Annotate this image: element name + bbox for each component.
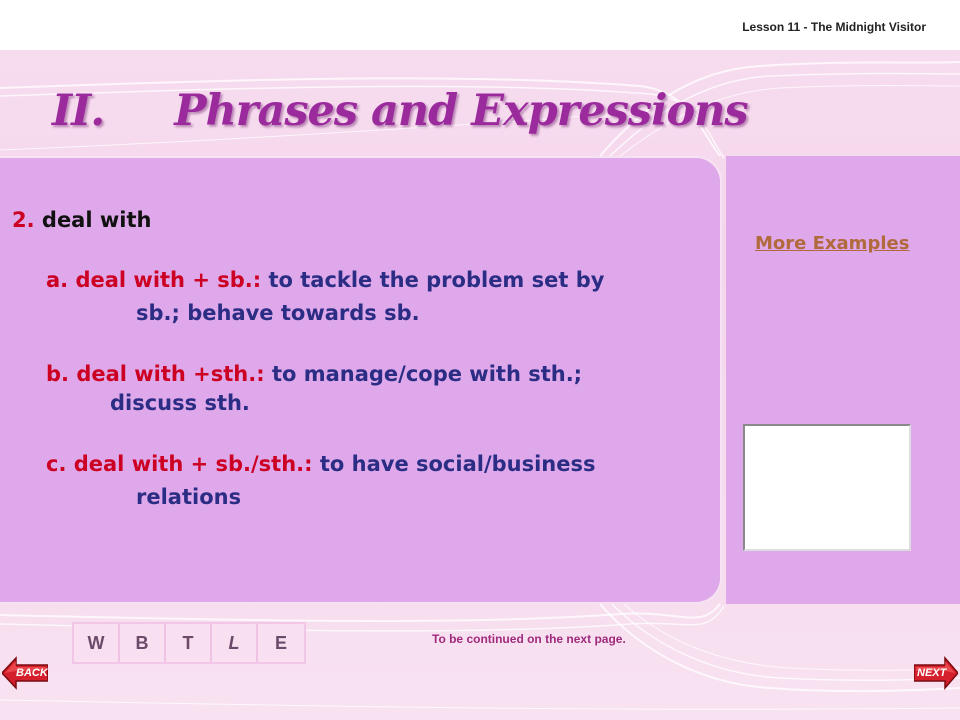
back-button[interactable]	[2, 656, 48, 690]
next-label: NEXT	[917, 667, 947, 679]
definition-a-line2: sb.; behave towards sb.	[136, 301, 420, 325]
next-button[interactable]	[914, 656, 958, 690]
definition-c-text: to have social/business	[319, 452, 596, 476]
nav-tab-t[interactable]: T	[166, 624, 212, 662]
item-phrase: deal with	[41, 208, 152, 232]
definition-b-line1	[46, 362, 582, 386]
back-label: BACK	[16, 667, 48, 679]
heading-number: II.	[52, 86, 105, 136]
definition-c-line1	[46, 452, 595, 476]
definition-a-text: to tackle the problem set by	[268, 268, 605, 292]
nav-tab-w[interactable]: W	[74, 624, 120, 662]
nav-tab-l[interactable]: L	[212, 624, 258, 662]
slide-heading	[52, 86, 748, 136]
nav-tab-e[interactable]: E	[274, 632, 287, 653]
definition-c-line2: relations	[136, 485, 242, 509]
continued-note: To be continued on the next page.	[432, 632, 626, 646]
item-title	[12, 208, 151, 232]
heading-text: Phrases and Expressions	[174, 86, 748, 136]
more-examples-link[interactable]: More Examples	[755, 233, 910, 254]
definition-c-label: c. deal with + sb./sth.:	[46, 452, 313, 476]
section-nav	[72, 622, 306, 664]
definition-a-line1	[46, 268, 604, 292]
nav-tab-b[interactable]: B	[120, 624, 166, 662]
definition-b-label: b. deal with +sth.:	[46, 362, 265, 386]
lesson-title: Lesson 11 - The Midnight Visitor	[742, 20, 926, 34]
media-placeholder-box	[743, 424, 911, 551]
item-number: 2.	[12, 208, 35, 232]
definition-b-line2: discuss sth.	[110, 391, 250, 415]
definition-b-text: to manage/cope with sth.;	[271, 362, 583, 386]
definition-a-label: a. deal with + sb.:	[46, 268, 262, 292]
